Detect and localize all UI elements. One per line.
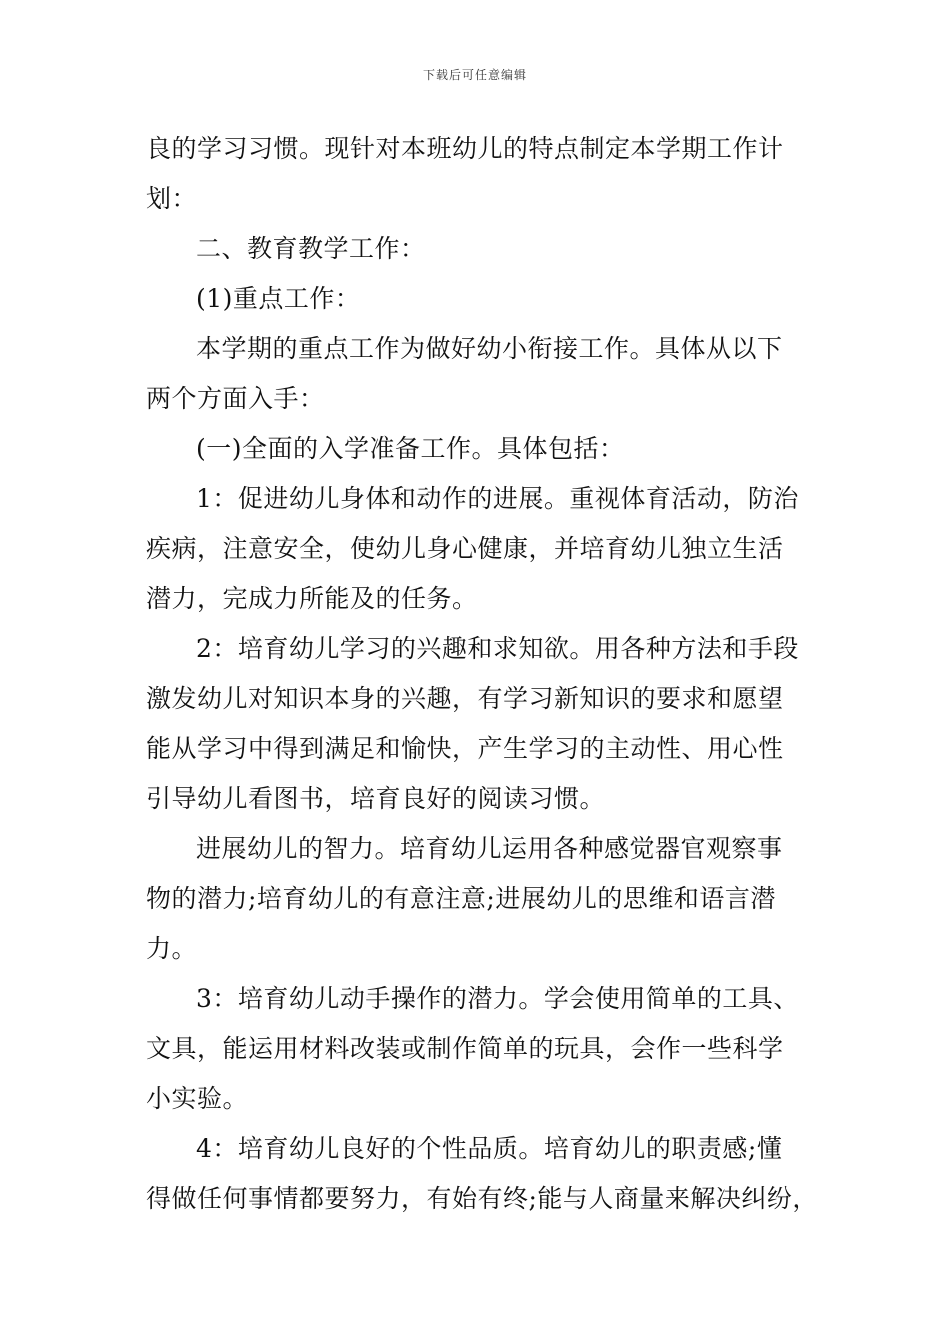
- paragraph-line: 本学期的重点工作为做好幼小衔接工作。具体从以下: [196, 334, 783, 363]
- section-heading: 二、教育教学工作：: [196, 234, 426, 263]
- subsection-heading: (一)全面的入学准备工作。具体包括：: [196, 434, 625, 463]
- paragraph-line: 能从学习中得到满足和愉快，产生学习的主动性、用心性: [146, 734, 784, 763]
- paragraph-line: 激发幼儿对知识本身的兴趣，有学习新知识的要求和愿望: [146, 684, 784, 713]
- paragraph-line: 划：: [146, 184, 198, 213]
- paragraph-line: 疾病，注意安全，使幼儿身心健康，并培育幼儿独立生活: [146, 534, 784, 563]
- paragraph-line: 文具，能运用材料改装或制作简单的玩具，会作一些科学: [146, 1034, 784, 1063]
- paragraph-line: 良的学习习惯。现针对本班幼儿的特点制定本学期工作计: [146, 134, 784, 163]
- paragraph-line: 潜力，完成力所能及的任务。: [146, 584, 478, 613]
- list-item-line: 3：培育幼儿动手操作的潜力。学会使用简单的工具、: [196, 984, 799, 1013]
- paragraph-line: 引导幼儿看图书，培育良好的阅读习惯。: [146, 784, 606, 813]
- paragraph-line: 小实验。: [146, 1084, 249, 1113]
- paragraph-line: 进展幼儿的智力。培育幼儿运用各种感觉器官观察事: [196, 834, 783, 863]
- list-item-line: 2：培育幼儿学习的兴趣和求知欲。用各种方法和手段: [196, 634, 799, 663]
- paragraph-line: 两个方面入手：: [146, 384, 325, 413]
- list-item-line: 4：培育幼儿良好的个性品质。培育幼儿的职责感;懂: [196, 1134, 783, 1163]
- body-text: [146, 124, 818, 1224]
- paragraph-line: 得做任何事情都要努力，有始有终;能与人商量来解决纠纷，: [146, 1184, 818, 1213]
- paragraph-line: 物的潜力;培育幼儿的有意注意;进展幼儿的思维和语言潜: [146, 884, 776, 913]
- list-item-line: 1：促进幼儿身体和动作的进展。重视体育活动，防治: [196, 484, 799, 513]
- paragraph-line: 力。: [146, 934, 198, 963]
- subsection-heading: (1)重点工作：: [196, 284, 361, 313]
- header-note: 下载后可任意编辑: [422, 68, 527, 82]
